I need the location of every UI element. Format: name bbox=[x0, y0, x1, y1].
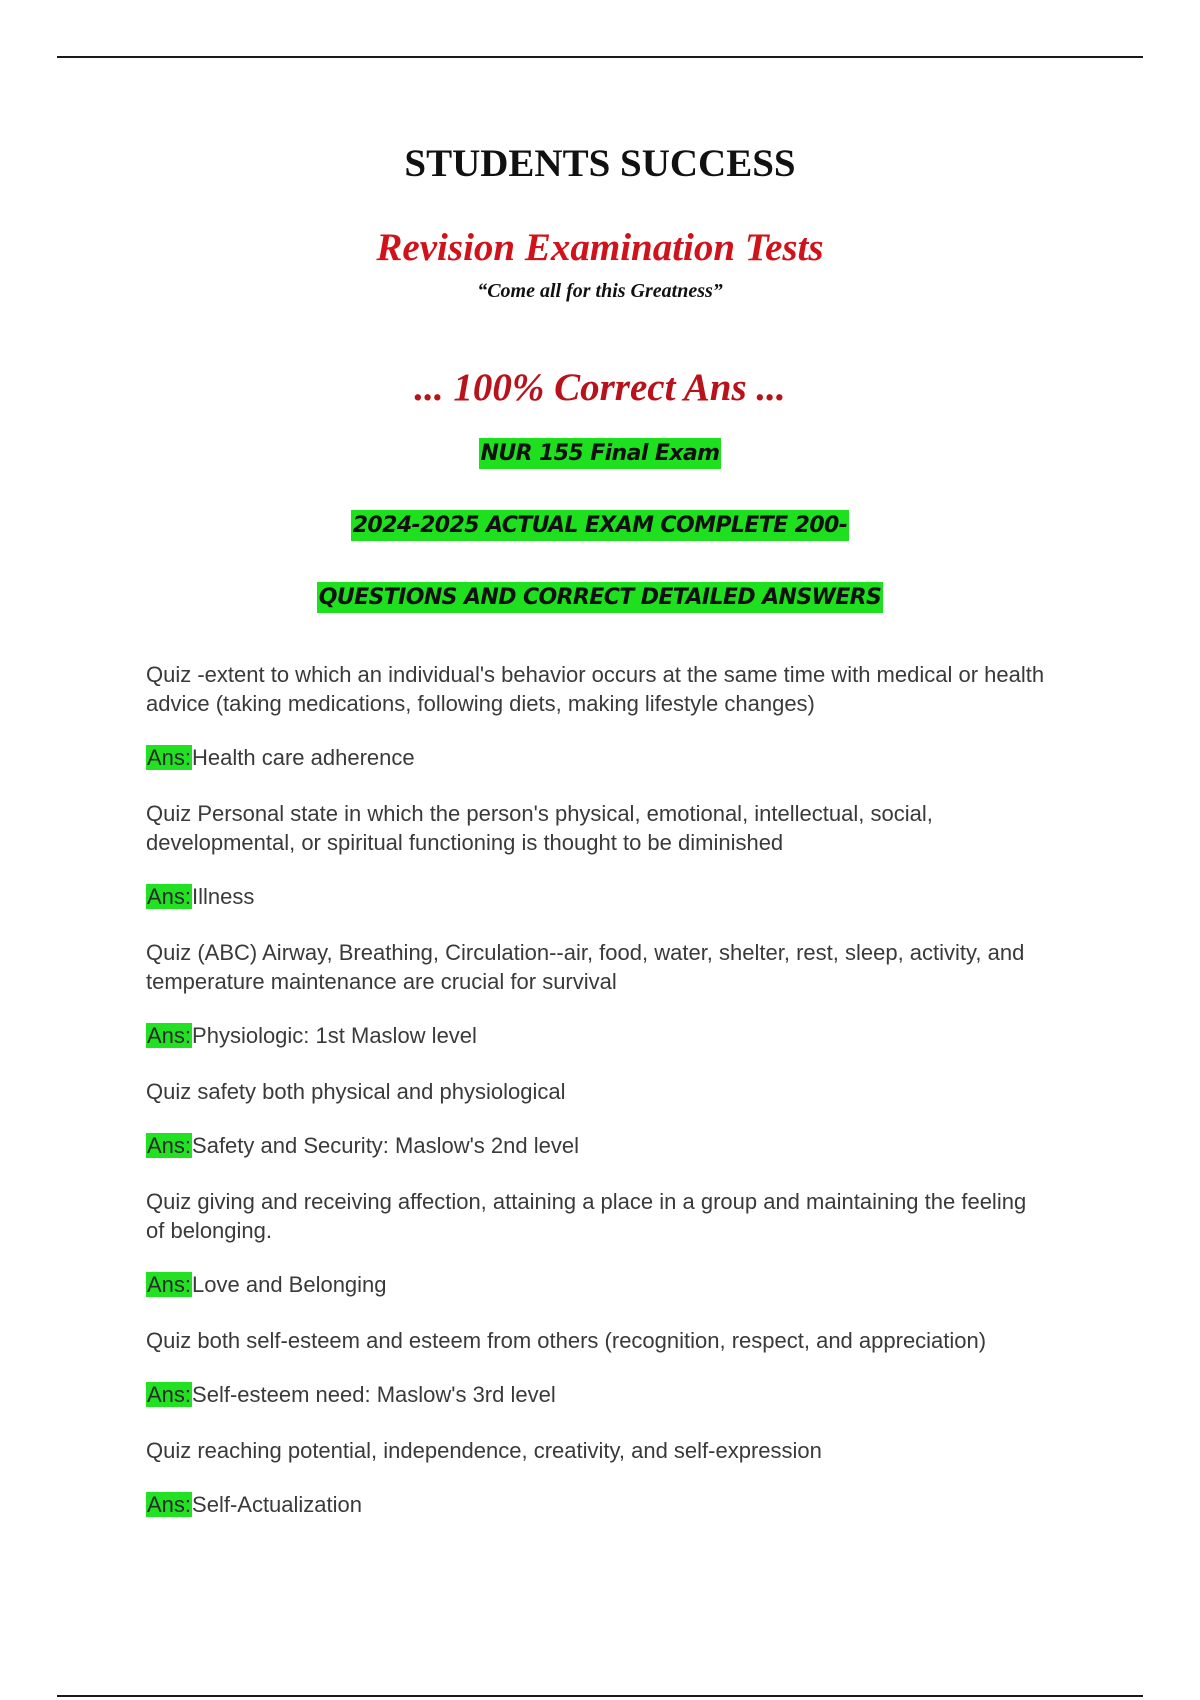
tagline: “Come all for this Greatness” bbox=[477, 280, 723, 302]
exam-info-line bbox=[0, 508, 1200, 546]
answer-line bbox=[146, 1131, 1046, 1160]
answer-text: Health care adherence bbox=[192, 745, 415, 770]
exam-description: QUESTIONS AND CORRECT DETAILED ANSWERS bbox=[317, 582, 884, 613]
answer-text: Illness bbox=[192, 884, 255, 909]
question-text: Quiz (ABC) Airway, Breathing, Circulation--air, food, water, shelter, rest, sleep, activity, and temperature maintenance are crucial for survival bbox=[146, 940, 1025, 994]
question-text: Quiz safety both physical and physiological bbox=[146, 1079, 566, 1104]
question-text: Quiz -extent to which an individual's behavior occurs at the same time with medical or health advice (taking medications, following diets, making lifestyle changes) bbox=[146, 662, 1045, 716]
question-text: Quiz giving and receiving affection, attaining a place in a group and maintaining the feeling of belonging. bbox=[146, 1189, 1027, 1243]
bottom-divider bbox=[57, 1695, 1143, 1697]
course-title-line bbox=[0, 436, 1200, 474]
qa-item bbox=[146, 1187, 1046, 1299]
answer-label: Ans: bbox=[147, 1382, 192, 1407]
answer-text: Self-Actualization bbox=[192, 1492, 363, 1517]
qa-item bbox=[146, 938, 1046, 1050]
question-text: Quiz reaching potential, independence, creativity, and self-expression bbox=[146, 1438, 822, 1463]
answer-line bbox=[146, 882, 1046, 911]
question-text: Quiz both self-esteem and esteem from others (recognition, respect, and appreciation) bbox=[146, 1328, 987, 1353]
answer-label: Ans: bbox=[147, 1023, 192, 1048]
answer-label: Ans: bbox=[147, 884, 192, 909]
answer-label: Ans: bbox=[147, 745, 192, 770]
answer-label: Ans: bbox=[147, 1492, 192, 1517]
answer-text: Safety and Security: Maslow's 2nd level bbox=[192, 1133, 579, 1158]
document-title: STUDENTS SUCCESS bbox=[404, 142, 796, 185]
exam-info: 2024-2025 ACTUAL EXAM COMPLETE 200- bbox=[351, 510, 850, 541]
answer-text: Love and Belonging bbox=[192, 1272, 387, 1297]
course-title: NUR 155 Final Exam bbox=[479, 438, 722, 469]
answer-text: Self-esteem need: Maslow's 3rd level bbox=[192, 1382, 556, 1407]
qa-item bbox=[146, 1077, 1046, 1160]
qa-item bbox=[146, 1326, 1046, 1409]
answer-line bbox=[146, 1490, 1046, 1519]
top-divider bbox=[57, 56, 1143, 58]
qa-list bbox=[146, 660, 1046, 1546]
answer-line bbox=[146, 1021, 1046, 1050]
answer-line bbox=[146, 1270, 1046, 1299]
question-text: Quiz Personal state in which the person's physical, emotional, intellectual, social, developmental, or spiritual functioning is thought to be diminished bbox=[146, 801, 933, 855]
correct-answers-banner: ... 100% Correct Ans ... bbox=[414, 366, 786, 409]
exam-description-line bbox=[0, 580, 1200, 618]
answer-label: Ans: bbox=[147, 1272, 192, 1297]
answer-label: Ans: bbox=[147, 1133, 192, 1158]
answer-text: Physiologic: 1st Maslow level bbox=[192, 1023, 477, 1048]
answer-line bbox=[146, 1380, 1046, 1409]
document-header bbox=[0, 140, 1200, 618]
qa-item bbox=[146, 799, 1046, 911]
qa-item bbox=[146, 1436, 1046, 1519]
document-subtitle: Revision Examination Tests bbox=[376, 226, 824, 269]
qa-item bbox=[146, 660, 1046, 772]
answer-line bbox=[146, 743, 1046, 772]
